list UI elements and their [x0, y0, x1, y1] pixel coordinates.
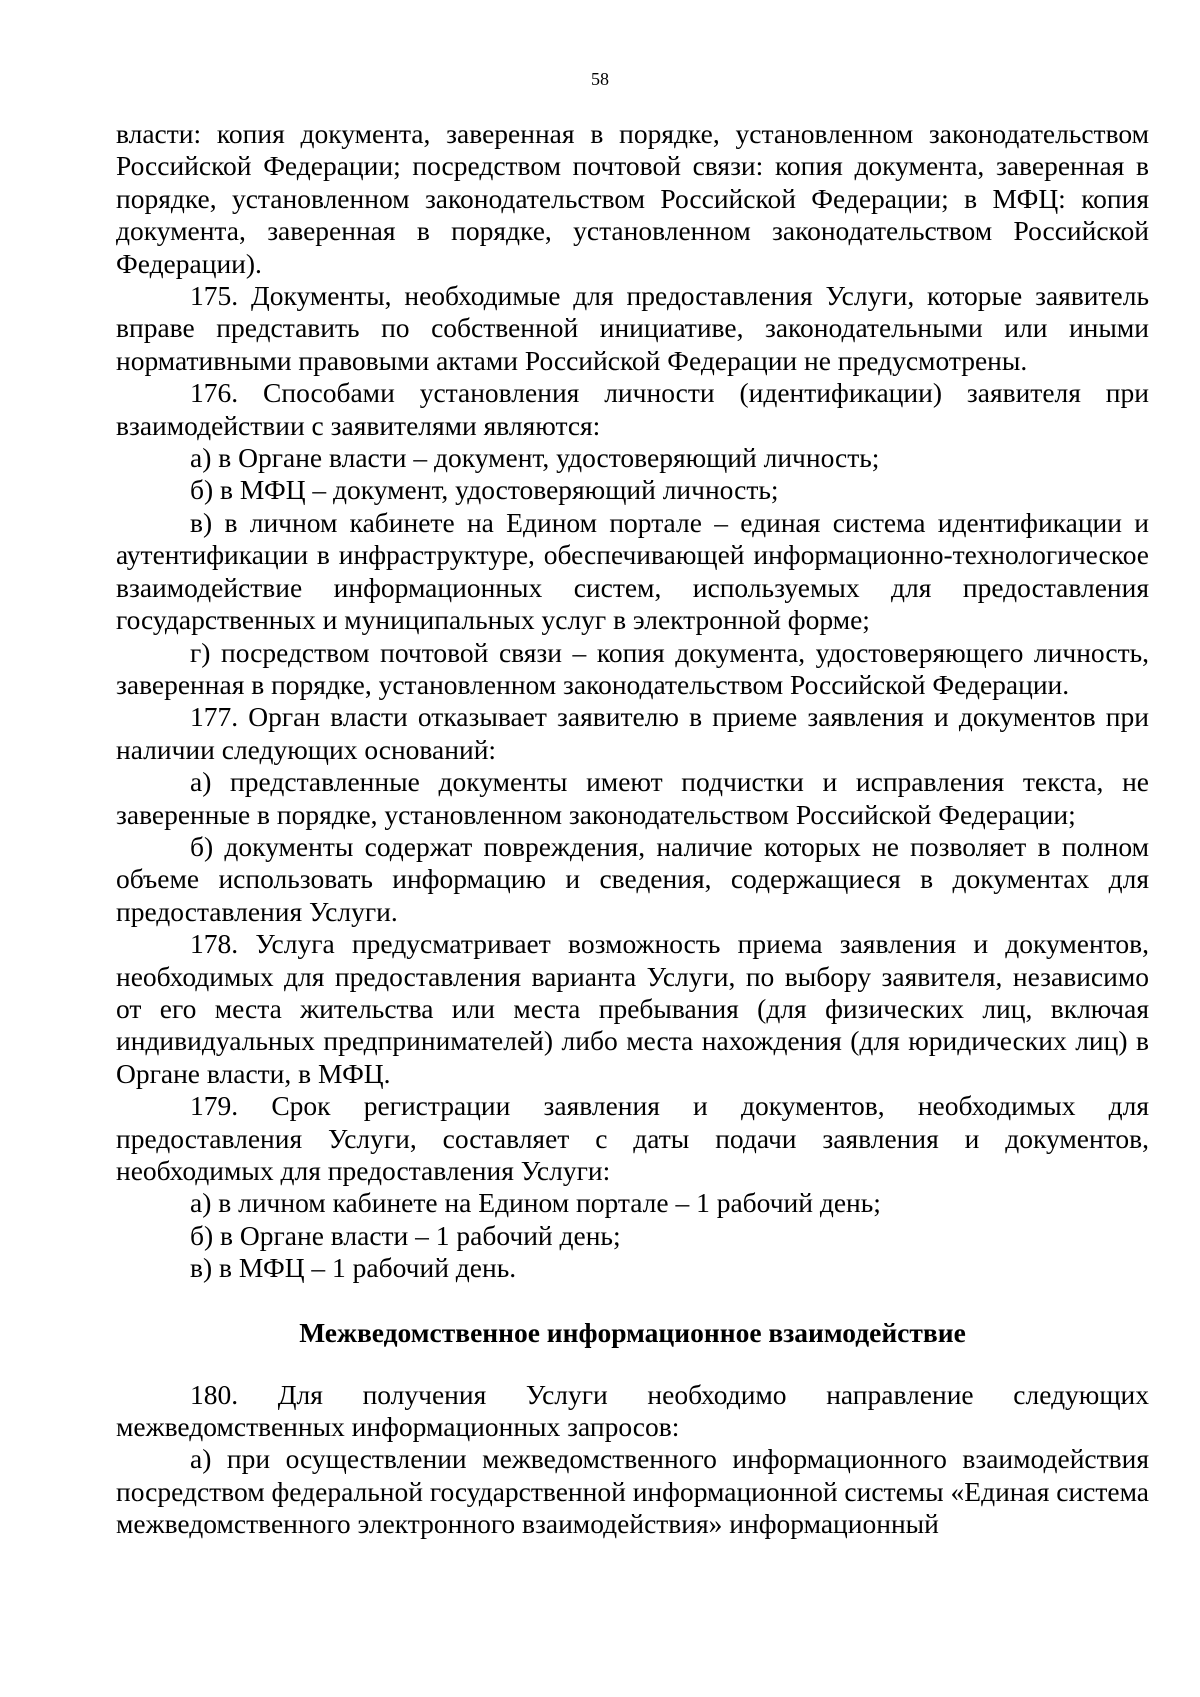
page-number: 58: [591, 69, 609, 89]
list-item-179-v: в) в МФЦ – 1 рабочий день.: [190, 1252, 517, 1284]
paragraph-178: 178. Услуга предусматривает возможность приема заявления и документов, необходимых для предоставления варианта Услуги, по выбору заявителя, независимо от его места жительства или места пребывания (для физических лиц, включая индивидуальных предпринимателей) либо места нахождения (для юридических лиц) в Органе власти, в МФЦ.: [116, 928, 1149, 1089]
paragraph-continuation: власти: копия документа, заверенная в порядке, установленном законодательством Российской Федерации; посредством почтовой связи: копия документа, заверенная в порядке, установленном законодательством Российской Федерации; в МФЦ: копия документа, заверенная в порядке, установленном законодательством Российской Федерации).: [116, 118, 1149, 279]
list-item-177-b: б) документы содержат повреждения, наличие которых не позволяет в полном объеме использовать информацию и сведения, содержащиеся в документах для предоставления Услуги.: [116, 830, 1149, 927]
document-body: [116, 118, 1149, 1541]
paragraph-179: 179. Срок регистрации заявления и документов, необходимых для предоставления Услуги, составляет с даты подачи заявления и документов, необходимых для предоставления Услуги:: [116, 1090, 1149, 1186]
list-item-179-a: а) в личном кабинете на Едином портале – 1 рабочий день;: [190, 1187, 881, 1219]
list-item-180-a: а) при осуществлении межведомственного информационного взаимодействия посредством федеральной государственной информационной системы «Единая система межведомственного электронного взаимодействия» информационный: [116, 1443, 1150, 1540]
list-item-176-b: б) в МФЦ – документ, удостоверяющий личность;: [190, 474, 779, 506]
paragraph-175: 175. Документы, необходимые для предоставления Услуги, которые заявитель вправе представить по собственной инициативе, законодательными или иными нормативными правовыми актами Российской Федерации не предусмотрены.: [116, 280, 1149, 376]
list-item-177-a: а) представленные документы имеют подчистки и исправления текста, не заверенные в порядке, установленном законодательством Российской Федерации;: [116, 766, 1149, 830]
list-item-179-b: б) в Органе власти – 1 рабочий день;: [190, 1219, 621, 1251]
paragraph-180: 180. Для получения Услуги необходимо направление следующих межведомственных информационных запросов:: [116, 1378, 1149, 1443]
paragraph-176: 176. Способами установления личности (идентификации) заявителя при взаимодействии с заявителями являются:: [116, 377, 1149, 441]
list-item-176-g: г) посредством почтовой связи – копия документа, удостоверяющего личность, заверенная в порядке, установленном законодательством Российской Федерации.: [116, 636, 1149, 700]
list-item-176-a: а) в Органе власти – документ, удостоверяющий личность;: [190, 442, 880, 474]
section-heading: Межведомственное информационное взаимодействие: [299, 1316, 966, 1348]
list-item-176-v: в) в личном кабинете на Едином портале – единая система идентификации и аутентификации в инфраструктуре, обеспечивающей информационно-технологическое взаимодействие информационных систем, используемых для предоставления государственных и муниципальных услуг в электронной форме;: [116, 506, 1149, 636]
paragraph-177: 177. Орган власти отказывает заявителю в приеме заявления и документов при наличии следующих оснований:: [116, 701, 1149, 765]
